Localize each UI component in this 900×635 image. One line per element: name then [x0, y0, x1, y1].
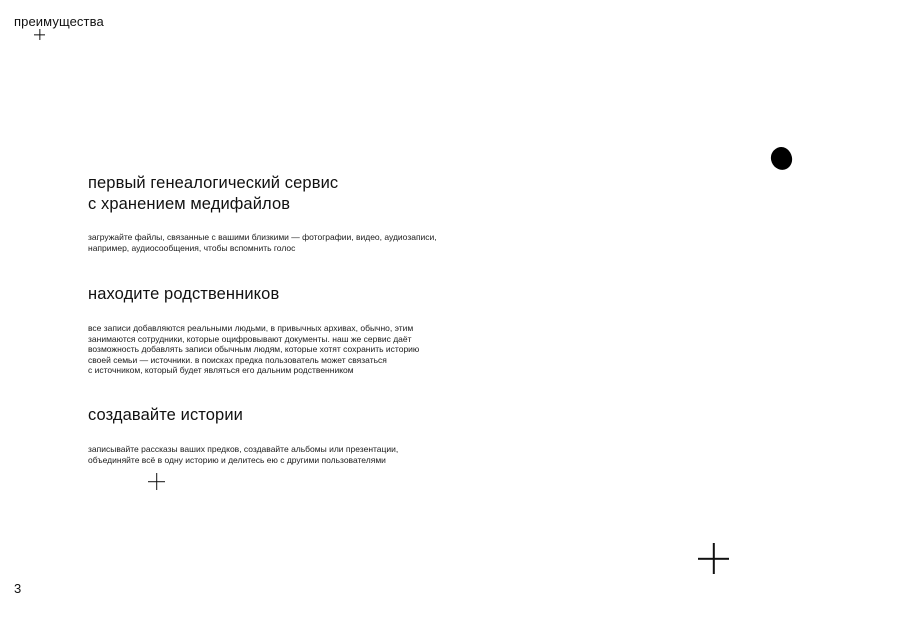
feature-description-line: загружайте файлы, связанные с вашими близкими — фотографии, видео, аудиозаписи,: [88, 232, 437, 242]
feature-description-line: своей семьи — источники. в поисках предка пользователь может связаться: [88, 354, 387, 365]
plus-icon: [148, 473, 165, 490]
section-label: преимущества: [14, 14, 104, 29]
feature-title-line: создавайте истории: [88, 406, 243, 424]
feature-description-line: с источником, который будет являться его дальним родственником: [88, 365, 354, 376]
feature-title: [88, 405, 508, 426]
dot-icon: [769, 145, 794, 172]
feature-description-line: записывайте рассказы ваших предков, создавайте альбомы или презентации,: [88, 444, 399, 454]
feature-title-line: находите родственников: [88, 285, 280, 303]
feature-description-line: например, аудиосообщения, чтобы вспомнить голос: [88, 242, 296, 253]
plus-icon: [34, 29, 45, 40]
feature-title-line: с хранением медифайлов: [88, 195, 291, 213]
feature-description: [88, 232, 508, 253]
feature-description: [88, 323, 508, 376]
feature-media-storage: [88, 173, 508, 253]
plus-icon: [698, 543, 729, 574]
feature-title: [88, 173, 508, 215]
feature-description-line: занимаются сотрудники, которые оцифровывают документы. наш же сервис даёт: [88, 333, 412, 344]
feature-find-relatives: [88, 284, 508, 376]
feature-title-line: первый генеалогический сервис: [88, 174, 339, 192]
page-number: 3: [14, 581, 22, 596]
feature-title: [88, 284, 508, 305]
feature-description: [88, 444, 508, 465]
feature-description-line: объединяйте всё в одну историю и делитесь ею с другими пользователями: [88, 454, 386, 465]
feature-create-stories: [88, 405, 508, 465]
feature-description-line: все записи добавляются реальными людьми, в привычных архивах, обычно, этим: [88, 323, 414, 333]
feature-description-line: возможность добавлять записи обычным людям, которые хотят сохранить историю: [88, 344, 420, 355]
